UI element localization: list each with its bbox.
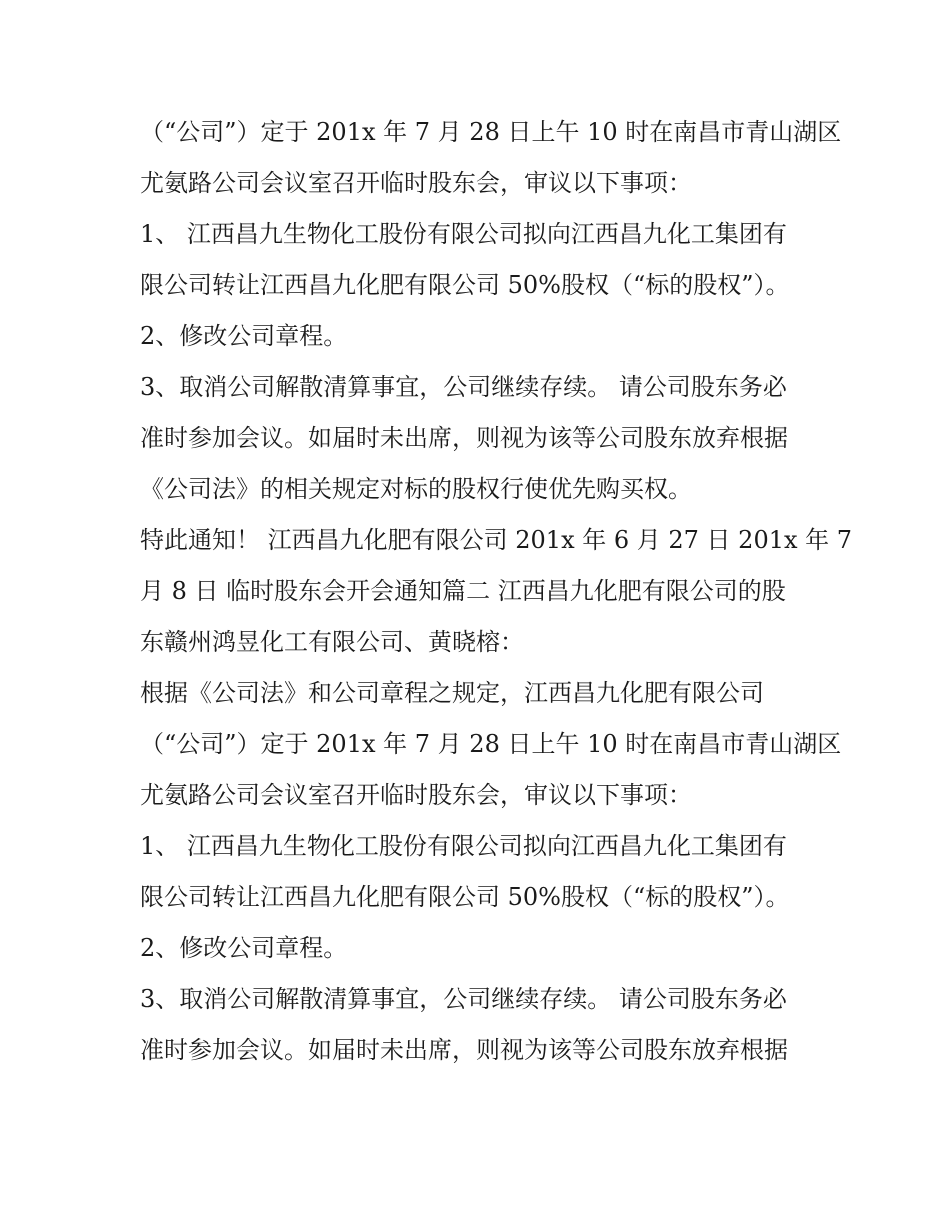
text-line: 特此通知！ 江西昌九化肥有限公司 201x 年 6 月 27 日 201x 年 7	[140, 526, 853, 554]
text-line: 准时参加会议。如届时未出席，则视为该等公司股东放弃根据	[140, 1036, 788, 1064]
text-line: 尤氨路公司会议室召开临时股东会，审议以下事项：	[140, 169, 692, 197]
document-body	[140, 107, 853, 1076]
text-line: 月 8 日 临时股东会开会通知篇二 江西昌九化肥有限公司的股	[140, 577, 786, 605]
text-line: 限公司转让江西昌九化肥有限公司 50%股权（“标的股权”）。	[140, 883, 790, 911]
text-line: 限公司转让江西昌九化肥有限公司 50%股权（“标的股权”）。	[140, 271, 790, 299]
text-line: 东赣州鸿昱化工有限公司、黄晓榕：	[140, 628, 524, 656]
text-line: 根据《公司法》和公司章程之规定，江西昌九化肥有限公司	[140, 679, 764, 707]
text-line: 准时参加会议。如届时未出席，则视为该等公司股东放弃根据	[140, 424, 788, 452]
text-line: 2、修改公司章程。	[140, 934, 348, 962]
text-line: 《公司法》的相关规定对标的股权行使优先购买权。	[140, 475, 692, 503]
text-line: 1、 江西昌九生物化工股份有限公司拟向江西昌九化工集团有	[140, 220, 787, 248]
text-line: 3、取消公司解散清算事宜，公司继续存续。 请公司股东务必	[140, 985, 787, 1013]
text-line: （“公司”）定于 201x 年 7 月 28 日上午 10 时在南昌市青山湖区	[140, 118, 842, 146]
text-line: （“公司”）定于 201x 年 7 月 28 日上午 10 时在南昌市青山湖区	[140, 730, 842, 758]
text-line: 3、取消公司解散清算事宜，公司继续存续。 请公司股东务必	[140, 373, 787, 401]
text-line: 2、修改公司章程。	[140, 322, 348, 350]
text-line: 1、 江西昌九生物化工股份有限公司拟向江西昌九化工集团有	[140, 832, 787, 860]
text-line: 尤氨路公司会议室召开临时股东会，审议以下事项：	[140, 781, 692, 809]
